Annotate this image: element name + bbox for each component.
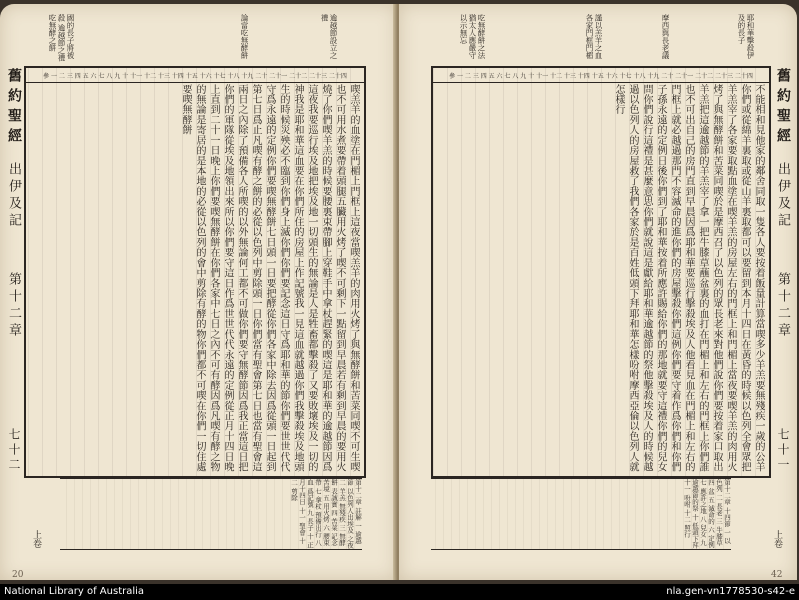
left-margin-note-1: 國的長子將被殺 逾越節之禮 吃無酵之餅 xyxy=(48,14,75,62)
left-folio: 20 xyxy=(12,570,24,580)
right-side-title: 舊約聖經 xyxy=(775,68,791,148)
left-footnotes: 第十二章 註解 一 逾越節 以色列人出埃及 之夜 二 羊羔 無殘疾 三 無酵餅 表誠實 四 苦菜 記念苦境 五 用火烤 六 腰束帶 七 拿杖 預備出行 八 血 爲記號 九 長子 十 正月十四日 十一 聖會 十二 剪除 xyxy=(60,478,362,550)
left-side-title: 舊約聖經 xyxy=(6,68,22,148)
right-margin-note-1: 吃無酵餅之法 猶太人應嚴守 以示無忘 xyxy=(459,14,486,59)
right-page xyxy=(399,4,797,580)
item-identifier: nla.gen-vn1778530-s42-e xyxy=(666,586,795,597)
left-page xyxy=(0,4,397,580)
right-body-text: 不能相和見他家的鄰舍同取一隻各人要按着飯量計算當喫多少羊羔要無殘疾一歲的公羊你們或從綿羊裏取或從山羊裏取都可以要留到本月十四日在黃昏的時候以色列全會眾把羊羔宰了各家要取點血塗在喫羊羔的房屋左右的門框上和門楣上當夜要喫羊羔的肉用火烤了與無酵餅和苦菜同喫於是摩西召了以色列的眾長老來對他們說你們要按着家口取出羊羔把這逾越節的羊羔宰了拿一把牛膝草蘸盆裏的血打在門楣上和左右的門框上你們誰也不可出自己的房門直到早晨因爲耶和華要巡行擊殺埃及人他看見血在門楣上和左右的門框上就必越過那門不容滅命的進你們的房屋擊殺你們這例你們要守着作爲你們和你們子孫永遠的定例日後你們到了耶和華按着所應許賜給你們的那地就要守這禮你們的兒女問你們說行這禮是甚麼意思你們就說這是獻給耶和華逾越節的祭他擊殺埃及人的時候越過以色列人的房屋救了我們各家於是百姓低頭下拜耶和華怎樣吩咐摩西亞倫以色列人就怎樣行 xyxy=(613,84,764,472)
library-credit: National Library of Australia xyxy=(4,586,145,597)
left-column-markers: 參 一 二 三 四 五 六 七 八 九 十 十一 十二 十三 十四 十五 十六 十七 十八 十九 二十 二十一 二十二 二十三 二十四 xyxy=(26,68,364,83)
right-side-book: 出伊及記 xyxy=(775,162,790,230)
right-margin-note-3: 摩西與長老議 xyxy=(661,14,670,59)
right-margin-note-2: 謹以羔羊之血 各家門框門楣 xyxy=(585,14,603,59)
left-margin-note-2: 論當吃無酵餅 xyxy=(240,14,249,59)
right-footnotes: 第十二章 十四節 一 以色列 二 長老 三 牛膝草 四 盆 五 滅命的 六 定例 七 應許之地 八 兒女 九 逾越節的祭 十 低頭下拜 十一 吩咐 十二 照行 xyxy=(431,478,731,550)
right-page-number: 七十一 xyxy=(776,428,790,473)
right-side-chapter: 第十二章 xyxy=(775,272,790,340)
right-column-markers: 參 一 二 三 四 五 六 七 八 九 十 十一 十二 十三 十四 十五 十六 十七 十八 十九 二十 二十一 二十二 二十三 二十四 xyxy=(433,68,769,83)
right-text-frame xyxy=(431,66,771,478)
left-side-book: 出伊及記 xyxy=(6,162,21,230)
left-volume-mark: 上卷 xyxy=(31,530,41,548)
left-text-frame xyxy=(24,66,366,478)
right-margin-note-4: 耶和華擊殺伊及的長子 xyxy=(737,14,755,59)
left-page-number: 七十二 xyxy=(7,428,21,473)
left-body-text: 喫羔羊的血塗在門楣上門框上這夜當喫羔羊的肉用火烤了與無酵餅和苦菜同喫不可生喫也不可用水煮要帶着頭腿五臟用火烤了喫不可剩下一點留到早晨若有剩到早晨的要用火燒了你們喫羊羔的時候要腰裏束帶腳上穿鞋手中拿杖趕緊的喫這是耶和華的逾越節因爲這夜我要巡行埃及地把埃及地一切頭生的無論是人是牲畜都擊殺了又要敗壞埃及一切的神我是耶和華這血要在你們所住的房屋上作記號我一見這血就越過你們我擊殺埃及地頭生的時候災殃必不臨到你們身上滅你們你們要記念這日守爲耶和華的節你們要世世代代守爲永遠的定例你們要喫無酵餅七日頭一日要把酵從你們各家中除去因爲從頭一日起到第七日爲止凡喫有酵之餅的必從以色列中剪除頭一日你們當有聖會第七日也當有聖會這兩日之內除了預備各人所喫的以外無論何工都不可做你們要守無酵節因爲我正當這日把你們的軍隊從埃及地領出來所以你們要守這日作爲世世代代永遠的定例從正月十四日晚上直到二十一日晚上你們要喫無酵餅在你們各家中七日之內不可有酵因爲凡喫有酵之物的無論是寄居的是本地的必從以色列的會中剪除有酵的物你們都不可喫在你們一切住處要喫無酵餅 xyxy=(180,84,359,472)
left-margin-note-3: 逾越節設立之禮 xyxy=(320,14,338,59)
right-folio: 42 xyxy=(771,570,783,580)
right-volume-mark: 上卷 xyxy=(772,530,782,548)
attribution-bar xyxy=(0,584,799,600)
left-side-chapter: 第十二章 xyxy=(6,272,21,340)
